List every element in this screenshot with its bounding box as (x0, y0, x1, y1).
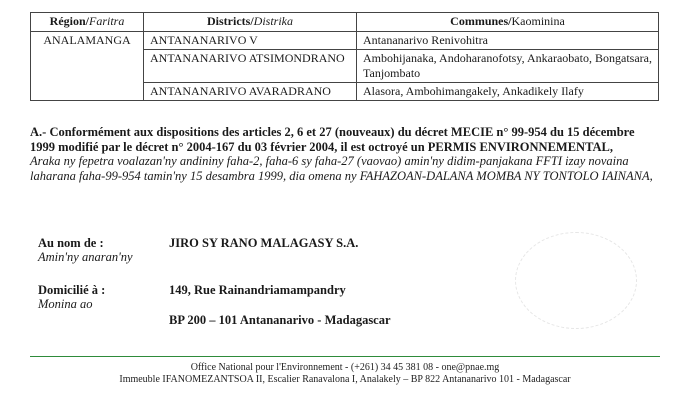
header-districts (144, 13, 357, 32)
districts-table (30, 12, 659, 101)
footer-contact-line: Office National pour l'Environnement - (+261) 34 45 381 08 - one@pnae.mg (190, 362, 500, 373)
header-districts-label: Districts/ (207, 14, 254, 28)
name-label-translation: Amin'ny anaran'ny (38, 250, 133, 264)
address-line-2: BP 200 – 101 Antananarivo - Madagascar (169, 313, 391, 327)
communes-cell: Ambohijanaka, Andoharanofotsy, Ankaraobato, Bongatsara, Tanjombato (357, 50, 659, 83)
decree-paragraph (30, 125, 660, 183)
table-row (31, 32, 659, 50)
header-region (31, 13, 144, 32)
footer (30, 362, 660, 386)
address-label-block (38, 283, 105, 311)
district-cell: ANTANANARIVO V (144, 32, 357, 50)
header-districts-translation: Distrika (253, 14, 293, 28)
name-label: Au nom de : (38, 236, 104, 250)
name-label-block (38, 236, 133, 264)
address-label-translation: Monina ao (38, 297, 93, 311)
region-cell: ANALAMANGA (31, 32, 144, 101)
holder-name: JIRO SY RANO MALAGASY S.A. (169, 236, 359, 250)
address-label: Domicilié à : (38, 283, 106, 297)
decree-french-text: A.- Conformément aux dispositions des articles 2, 6 et 27 (nouveaux) du décret MECIE n° 99-954 du 15 décembre 1999 modifié par le décret n° 2004-167 du 03 février 2004, il est octroyé un PERMIS ENVIRONNEMENTAL, (30, 125, 635, 154)
district-cell: ANTANANARIVO AVARADRANO (144, 83, 357, 101)
faded-stamp (515, 232, 637, 329)
footer-rule (30, 356, 660, 357)
district-cell: ANTANANARIVO ATSIMONDRANO (144, 50, 357, 83)
communes-cell: Alasora, Ambohimangakely, Ankadikely Ilafy (357, 83, 659, 101)
header-communes-translation: Kaominina (511, 14, 565, 28)
decree-malagasy-text: Araka ny fepetra voalazan'ny andininy faha-2, faha-6 sy faha-27 (vaovao) amin'ny didim-panjakana FFTI izay novaina laharana faha-99-954 tamin'ny 15 desambra 1999, dia omena ny FAHAZOAN-DALANA MOMBA NY TONTOLO IAINANA, (30, 154, 653, 183)
footer-address-line: Immeuble IFANOMEZANTSOA II, Escalier Ranavalona I, Analakely – BP 822 Antananarivo 101 - Madagascar (119, 374, 571, 385)
header-communes-label: Communes/ (450, 14, 512, 28)
communes-cell: Antananarivo Renivohitra (357, 32, 659, 50)
header-communes (357, 13, 659, 32)
header-region-translation: Faritra (89, 14, 125, 28)
address-line-1: 149, Rue Rainandriamampandry (169, 283, 346, 297)
header-region-label: Région/ (49, 14, 89, 28)
table-header-row (31, 13, 659, 32)
